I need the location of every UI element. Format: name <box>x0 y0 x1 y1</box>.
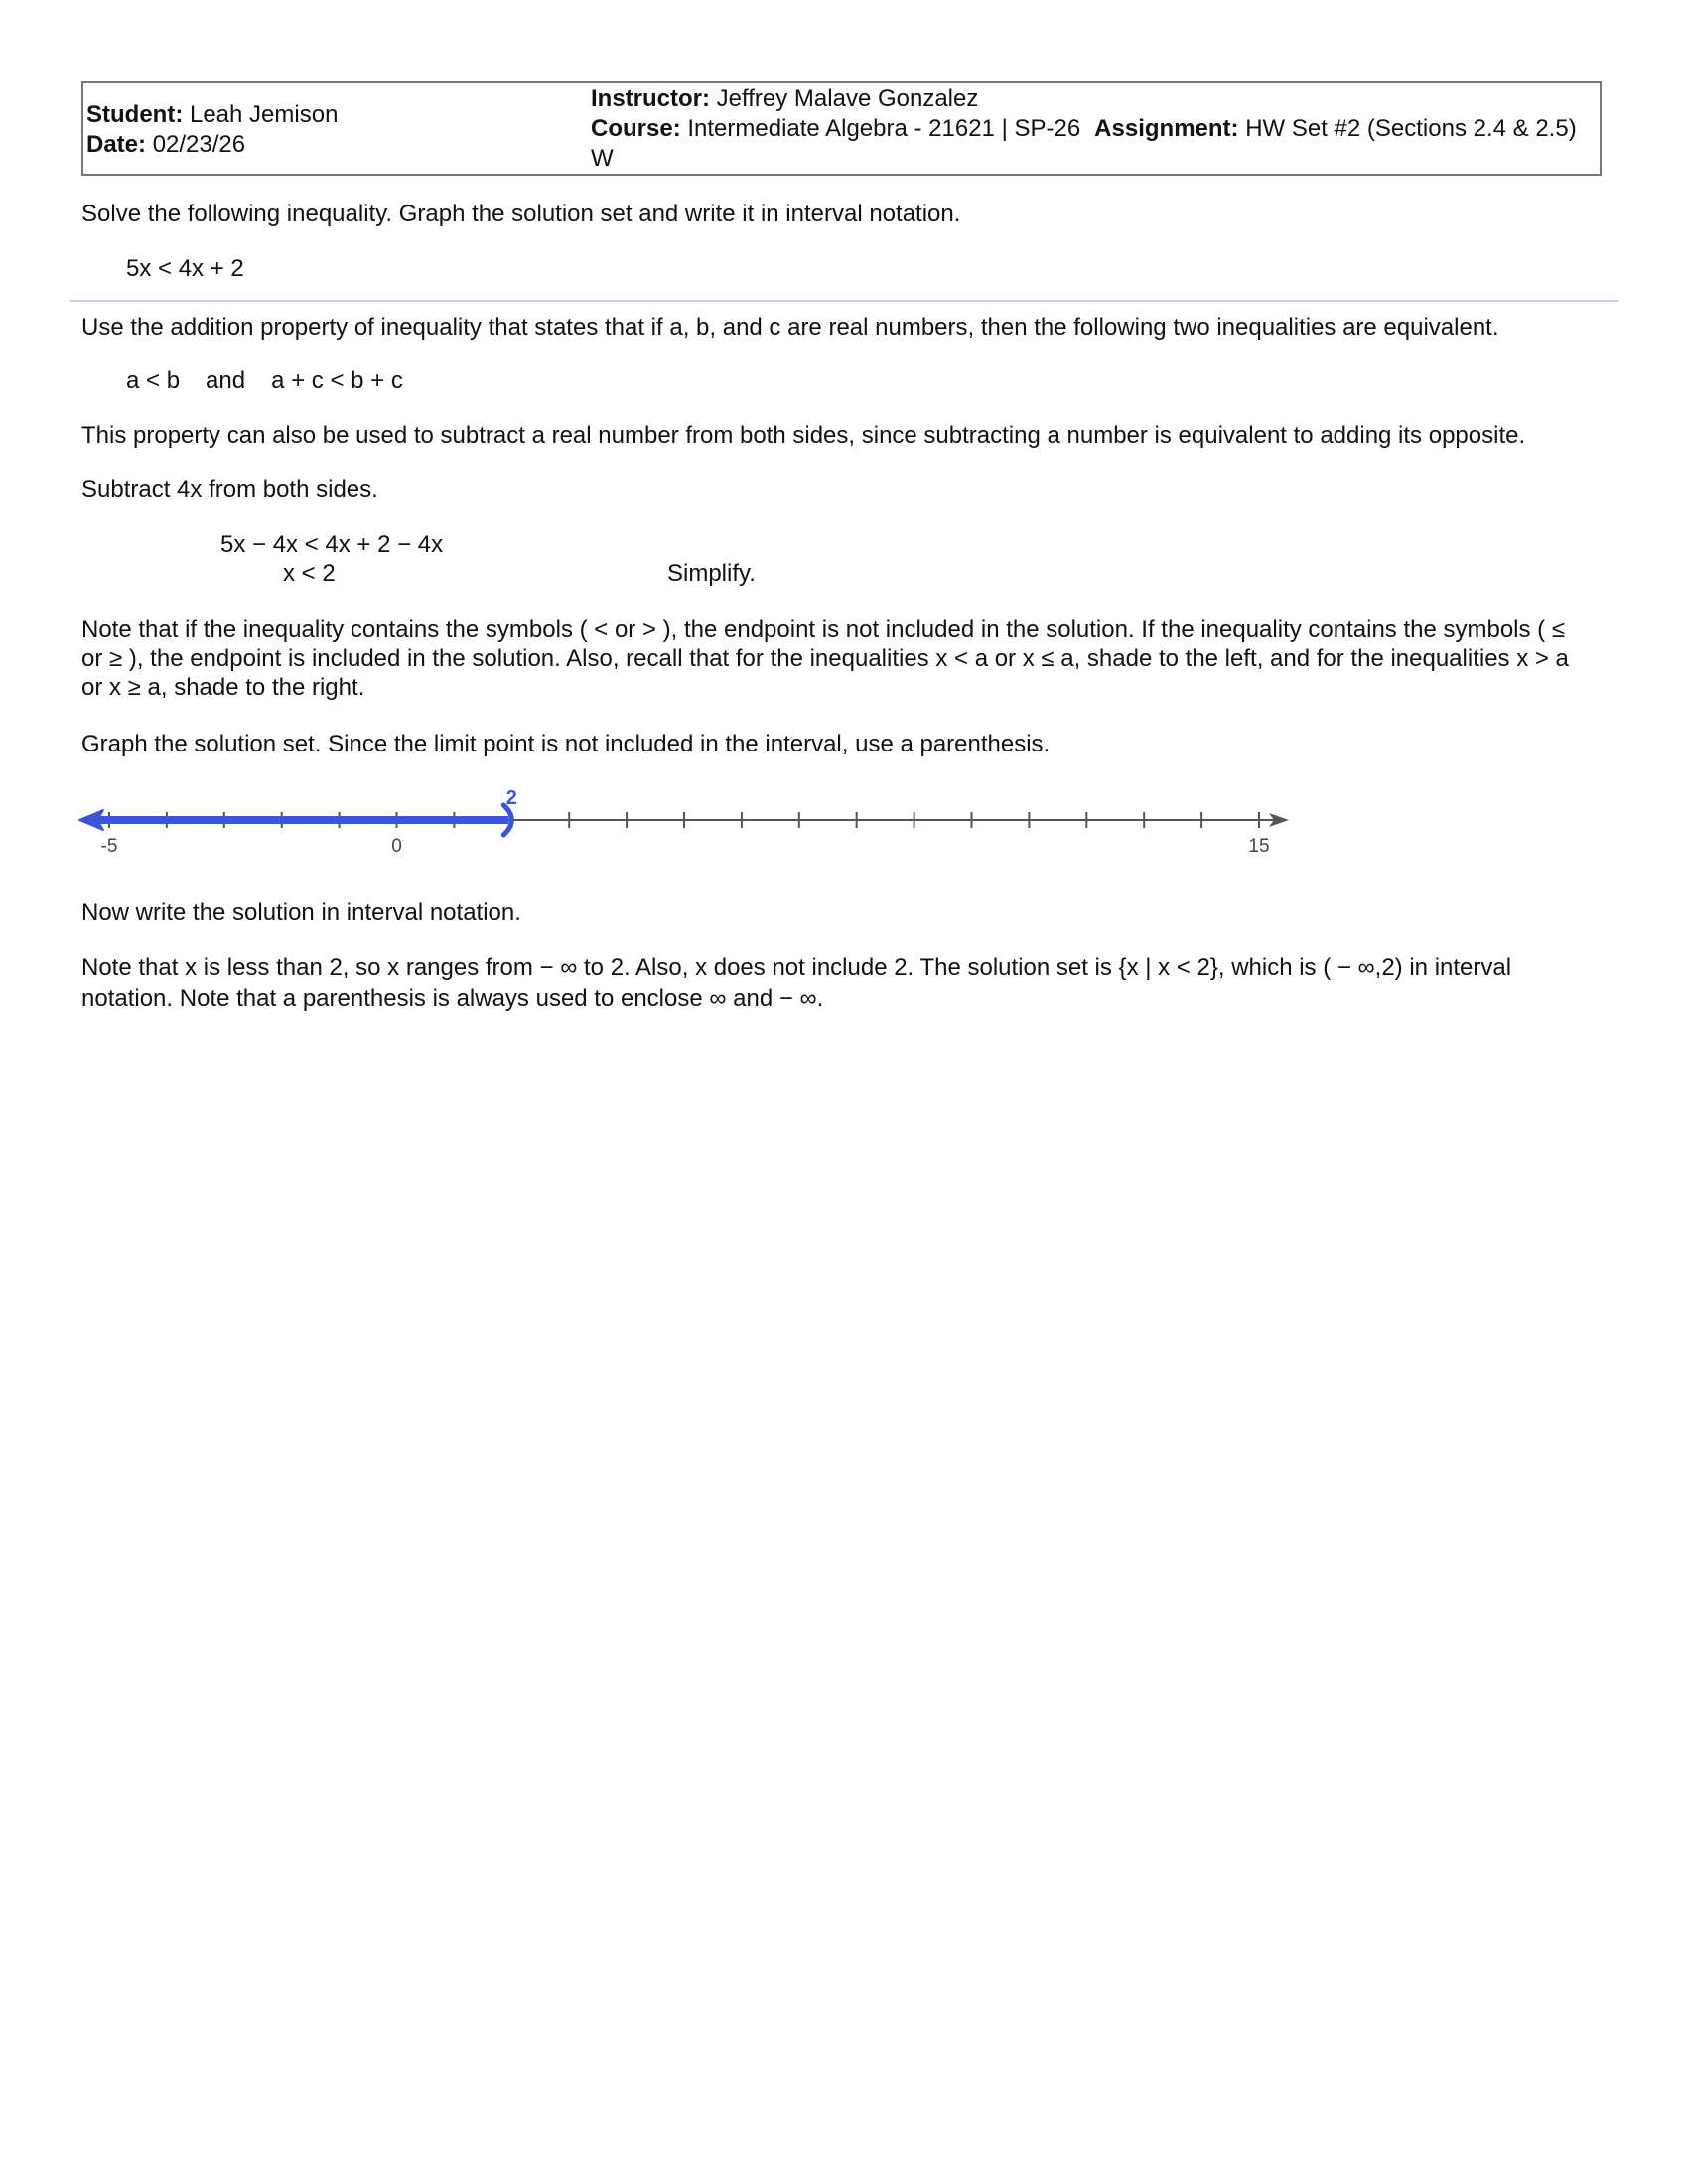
student-name: Leah Jemison <box>189 101 339 128</box>
student-label: Student: <box>86 101 184 128</box>
date-value: 02/23/26 <box>152 131 246 158</box>
course-info <box>591 84 1577 174</box>
date-label: Date: <box>86 131 147 158</box>
step-1: 5x − 4x < 4x + 2 − 4x <box>220 531 444 558</box>
assignment-value: HW Set #2 (Sections 2.4 & 2.5) <box>1245 115 1577 142</box>
course-label: Course: <box>591 115 681 142</box>
final-line-2: notation. Note that a parenthesis is always used to enclose ∞ and − ∞. <box>81 985 824 1012</box>
instructor-name: Jeffrey Malave Gonzalez <box>716 85 979 112</box>
step-2-note: Simplify. <box>667 560 756 587</box>
instructor-label: Instructor: <box>591 85 710 112</box>
subtract-step-text: Subtract 4x from both sides. <box>81 477 378 503</box>
tick-label: -5 <box>100 836 118 857</box>
endpoint-label: 2 <box>505 787 517 809</box>
problem-inequality: 5x < 4x + 2 <box>126 255 244 282</box>
property-left: a < b <box>126 367 181 394</box>
interval-intro: Now write the solution in interval notation. <box>81 899 521 926</box>
property-statement <box>126 366 403 396</box>
graph-intro: Graph the solution set. Since the limit point is not included in the interval, use a parenthesis. <box>81 731 1051 757</box>
number-line <box>0 774 1688 874</box>
subtract-property-text: This property can also be used to subtract a real number from both sides, since subtracting a number is equivalent to adding its opposite. <box>81 422 1526 449</box>
student-info <box>86 100 338 160</box>
note-line-1: Note that if the inequality contains the symbols ( < or > ), the endpoint is not included in the solution. If the inequality contains the symbols ( ≤ <box>81 616 1566 643</box>
note-line-2: or ≥ ), the endpoint is included in the solution. Also, recall that for the inequalities x < a or x ≤ a, shade to the left, and for the inequalities x > a <box>81 645 1569 672</box>
assignment-label: Assignment: <box>1094 115 1239 142</box>
addition-property-text: Use the addition property of inequality that states that if a, b, and c are real numbers, then the following two inequalities are equivalent. <box>81 314 1499 341</box>
property-right: a + c < b + c <box>271 367 403 394</box>
problem-prompt: Solve the following inequality. Graph the solution set and write it in interval notation. <box>81 201 961 227</box>
final-line-1: Note that x is less than 2, so x ranges from − ∞ to 2. Also, x does not include 2. The solution set is {x | x < 2}, which is ( − ∞,2) in interval <box>81 954 1512 981</box>
property-and: and <box>206 367 246 394</box>
tick-label: 15 <box>1248 836 1270 857</box>
header-box <box>81 81 1602 176</box>
divider <box>70 300 1618 302</box>
course-value: Intermediate Algebra - 21621 | SP-26 <box>687 115 1081 142</box>
note-line-3: or x ≥ a, shade to the right. <box>81 674 365 701</box>
tick-label: 0 <box>391 836 402 857</box>
assignment-wrap: W <box>591 145 614 172</box>
step-2: x < 2 <box>283 560 336 587</box>
